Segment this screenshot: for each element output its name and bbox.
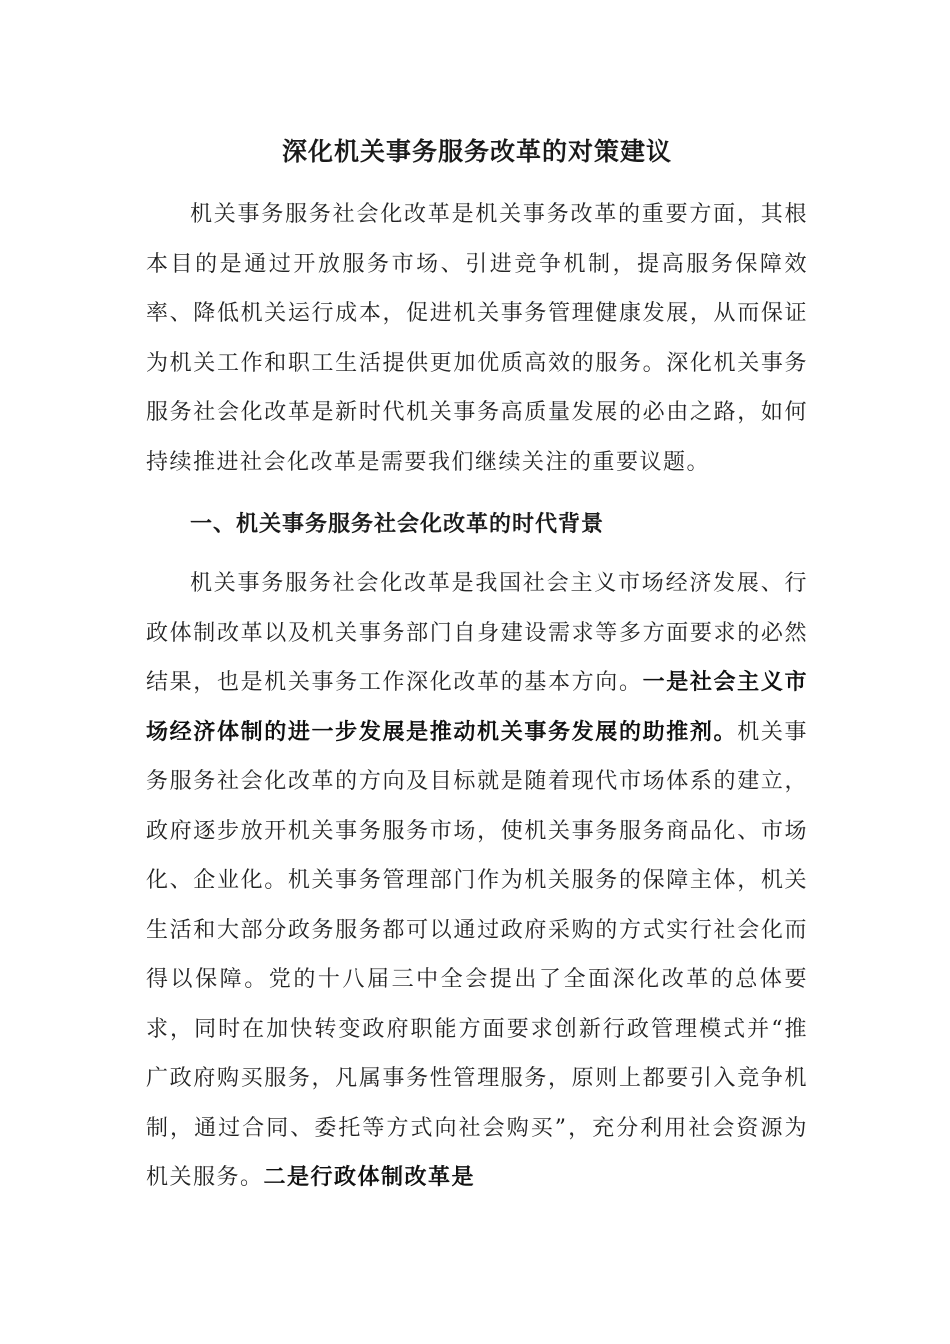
document-title: 深化机关事务服务改革的对策建议 <box>281 137 672 166</box>
key-point-two: 二是行政体制改革是 <box>263 1164 476 1190</box>
intro-paragraph: 机关事务服务社会化改革是机关事务改革的重要方面，其根本目的是通过开放服务市场、引进竞争机制，提高服务保障效率、降低机关运行成本，促进机关事务管理健康发展，从而保证为机关工作和职工生活提供更加优质高效的服务。深化机关事务服务社会化改革是新时代机关事务高质量发展的必由之路，如何持续推进社会化改革是需要我们继续关注的重要议题。 <box>146 202 808 475</box>
paragraph-text: 机关事务服务社会化改革是我国社会主义市场经济发展、行政体制改革以及机关事务部门自身建设需求等多方面要求的必然结果，也是机关事务工作深化改革的基本方向。 <box>146 571 808 695</box>
key-point-one: 一是社会主义市场经济体制的进一步发展是推动机关事务发展的助推剂。 <box>146 669 808 745</box>
section-paragraph <box>146 559 808 1203</box>
section-heading: 一、机关事务服务社会化改革的时代背景 <box>190 511 605 537</box>
document-page <box>146 128 808 1203</box>
paragraph-text: 机关事务服务社会化改革的方向及目标就是随着现代市场体系的建立，政府逐步放开机关事务服务市场，使机关事务服务商品化、市场化、企业化。机关事务管理部门作为机关服务的保障主体，机关生活和大部分政务服务都可以通过政府采购的方式实行社会化而得以保障。党的十八届三中全会提出了全面深化改革的总体要求，同时在加快转变政府职能方面要求创新行政管理模式并“推广政府购买服务，凡属事务性管理服务，原则上都要引入竞争机制，通过合同、委托等方式向社会购买”，充分利用社会资源为机关服务。 <box>146 719 808 1190</box>
